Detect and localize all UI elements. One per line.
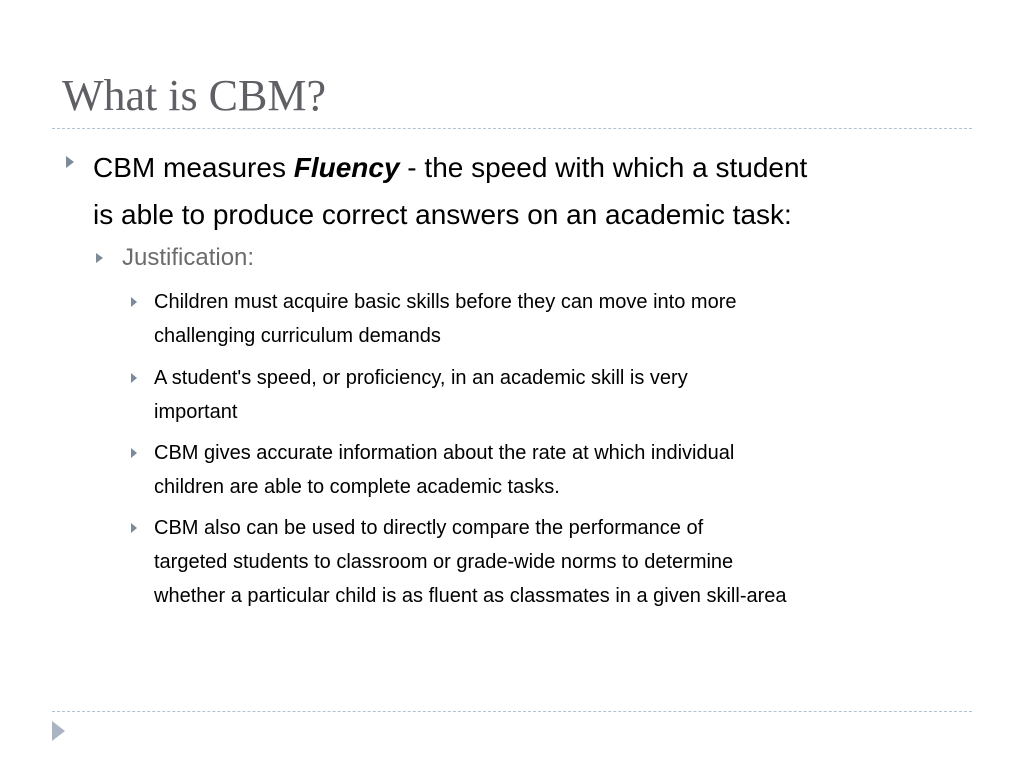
main-point-tail: - the speed with which a student — [399, 152, 808, 183]
detail-line: whether a particular child is as fluent as classmates in a given skill-area — [154, 585, 787, 607]
bullet-triangle-icon — [131, 297, 137, 307]
detail-item — [154, 361, 688, 429]
next-slide-arrow-icon[interactable] — [52, 721, 65, 741]
bullet-triangle-icon — [96, 253, 103, 263]
detail-item — [154, 436, 734, 504]
detail-line: targeted students to classroom or grade-wide norms to determine — [154, 551, 734, 573]
detail-item — [154, 511, 787, 613]
main-point-emphasis: Fluency — [293, 152, 400, 183]
detail-item — [154, 285, 736, 353]
detail-line: CBM gives accurate information about the rate at which individual — [154, 442, 735, 464]
bullet-triangle-icon — [131, 523, 137, 533]
detail-line: important — [154, 401, 238, 423]
detail-line: A student's speed, or proficiency, in an academic skill is very — [154, 367, 688, 389]
title-divider — [52, 128, 972, 129]
slide-title: What is CBM? — [62, 71, 326, 120]
bullet-triangle-icon — [131, 448, 137, 458]
detail-line: challenging curriculum demands — [154, 325, 441, 347]
bullet-triangle-icon — [66, 156, 74, 168]
main-point-line-2: is able to produce correct answers on an academic task: — [93, 199, 792, 230]
detail-line: CBM also can be used to directly compare the performance of — [154, 517, 704, 539]
main-point — [93, 144, 807, 238]
sub-heading: Justification: — [122, 244, 255, 271]
footer-divider — [52, 711, 972, 712]
main-point-lead: CBM measures — [93, 152, 294, 183]
bullet-triangle-icon — [131, 373, 137, 383]
detail-line: Children must acquire basic skills before they can move into more — [154, 291, 737, 313]
detail-line: children are able to complete academic tasks. — [154, 476, 560, 498]
